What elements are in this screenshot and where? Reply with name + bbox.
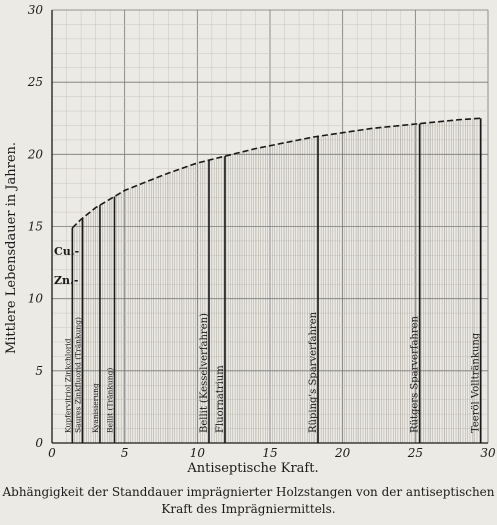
- annotation-0: Cu.-: [54, 245, 80, 259]
- y-axis-label: Mittlere Lebensdauer in Jahren.: [4, 141, 19, 355]
- bar-label-6: Rüping's Sparverfahren: [307, 311, 319, 433]
- bar-label-7: Rütgers Sparverfahren: [409, 316, 421, 433]
- y-tick-label-1: 5: [35, 363, 43, 378]
- x-tick-label-2: 10: [189, 446, 205, 460]
- y-tick-label-0: 0: [35, 436, 43, 450]
- bar-label-8: Teeröl Volltränkung: [470, 332, 482, 433]
- y-tick-label-5: 25: [27, 75, 43, 90]
- x-tick-label-4: 20: [335, 446, 351, 460]
- annotation-1: Zn.-: [54, 273, 79, 287]
- y-tick-label-6: 30: [27, 3, 43, 17]
- bar-label-1: Saures Zinkfluorid (Tränkung): [73, 317, 83, 433]
- x-tick-label-6: 30: [480, 446, 496, 460]
- bar-label-4: Bellit (Kesselverfahren): [198, 313, 210, 433]
- bar-label-3: Bellit (Tränkung): [105, 367, 115, 433]
- bar-label-5: Fluornatrium: [214, 365, 226, 433]
- x-tick-label-5: 25: [407, 446, 423, 460]
- x-tick-label-0: 0: [48, 446, 56, 460]
- bar-label-0: Kupfervitriol Zinkchlorid: [63, 338, 73, 433]
- figure-caption: Abhängigkeit der Standdauer imprägnierter Holzstangen von der antiseptischen Kraft des Imprägniermittels.: [2, 485, 495, 516]
- x-tick-label-3: 15: [262, 446, 278, 460]
- y-tick-label-4: 20: [27, 147, 43, 162]
- bar-group: [63, 118, 481, 443]
- y-tick-label-2: 10: [27, 291, 43, 306]
- x-tick-label-1: 5: [120, 446, 129, 460]
- bar-label-2: Kyanisierung: [90, 383, 100, 433]
- x-axis-label: Antiseptische Kraft.: [187, 461, 319, 476]
- y-tick-label-3: 15: [27, 219, 43, 234]
